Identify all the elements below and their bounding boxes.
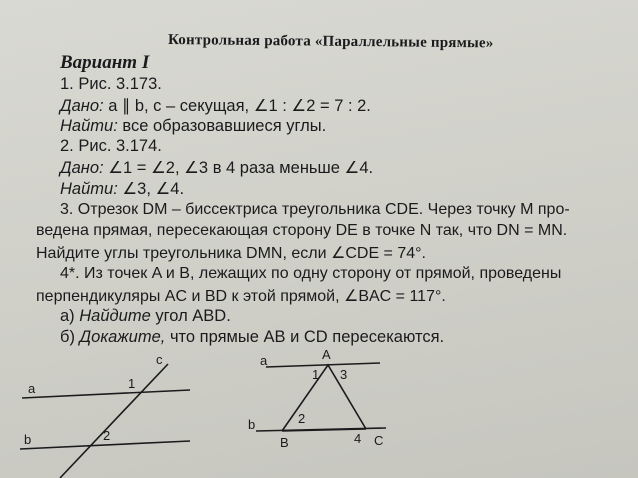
problem-4-line-2: перпендикуляры AC и BD к этой прямой, ∠BAC = 117°. [36, 288, 446, 305]
figure-triangle [240, 345, 410, 455]
given-label: Дано: [60, 159, 104, 177]
problem-3-line-2: ведена прямая, пересекающая сторону DE в точке N так, что DN = MN. [36, 222, 568, 239]
problem-4-line-1: 4*. Из точек A и B, лежащих по одну сторону от прямой, проведены [60, 265, 562, 282]
find-text: все образовавшиеся углы. [122, 117, 327, 135]
find-text: ∠3, ∠4. [122, 180, 185, 198]
part-a-text: угол ABD. [155, 307, 231, 325]
triangle-sides [282, 365, 366, 431]
label-a: a [260, 353, 268, 368]
problem-2-find [60, 179, 184, 199]
part-b-text: что прямые AB и CD пересекаются. [169, 328, 445, 346]
problem-3-line-3: Найдите углы треугольника DMN, если ∠CDE = 74°. [36, 245, 426, 262]
label-c: c [156, 352, 163, 367]
label-B: B [280, 435, 289, 450]
line-a [266, 363, 380, 367]
line-a [22, 390, 190, 398]
label-angle-1: 1 [312, 367, 320, 382]
page-title: Контрольная работа «Параллельные прямые» [167, 32, 494, 52]
given-label: Дано: [60, 97, 104, 115]
variant-heading: Вариант I [60, 52, 150, 73]
problem-1-ref: 1. Рис. 3.173. [60, 75, 162, 93]
line-c [60, 364, 168, 478]
problem-4-part-a [60, 307, 231, 326]
label-angle-3: 3 [340, 367, 348, 382]
find-label: Найти: [60, 180, 118, 198]
label-b: b [248, 417, 256, 432]
part-b-verb: Докажите, [79, 328, 166, 346]
problem-1-given [60, 96, 371, 116]
label-angle-2: 2 [103, 428, 111, 443]
label-angle-4: 4 [354, 431, 362, 446]
label-a: a [28, 381, 36, 396]
find-label: Найти: [60, 117, 118, 135]
given-text: a ∥ b, c – секущая, ∠1 : ∠2 = 7 : 2. [108, 97, 371, 115]
part-a-prefix: а) [60, 307, 75, 325]
label-angle-1: 1 [128, 376, 136, 391]
label-A: A [322, 347, 331, 362]
label-C: C [374, 433, 384, 448]
figure-parallel-lines [0, 350, 240, 478]
problem-3-line-1: 3. Отрезок DM – биссектриса треугольника CDE. Через точку M про- [60, 201, 570, 218]
problem-2-given [60, 158, 373, 178]
problem-2-ref: 2. Рис. 3.174. [60, 137, 162, 155]
label-b: b [24, 432, 32, 447]
problem-1-find [60, 117, 326, 136]
label-angle-2: 2 [298, 411, 306, 426]
part-a-verb: Найдите [79, 307, 151, 325]
part-b-prefix: б) [60, 328, 75, 346]
given-text: ∠1 = ∠2, ∠3 в 4 раза меньше ∠4. [108, 159, 374, 177]
